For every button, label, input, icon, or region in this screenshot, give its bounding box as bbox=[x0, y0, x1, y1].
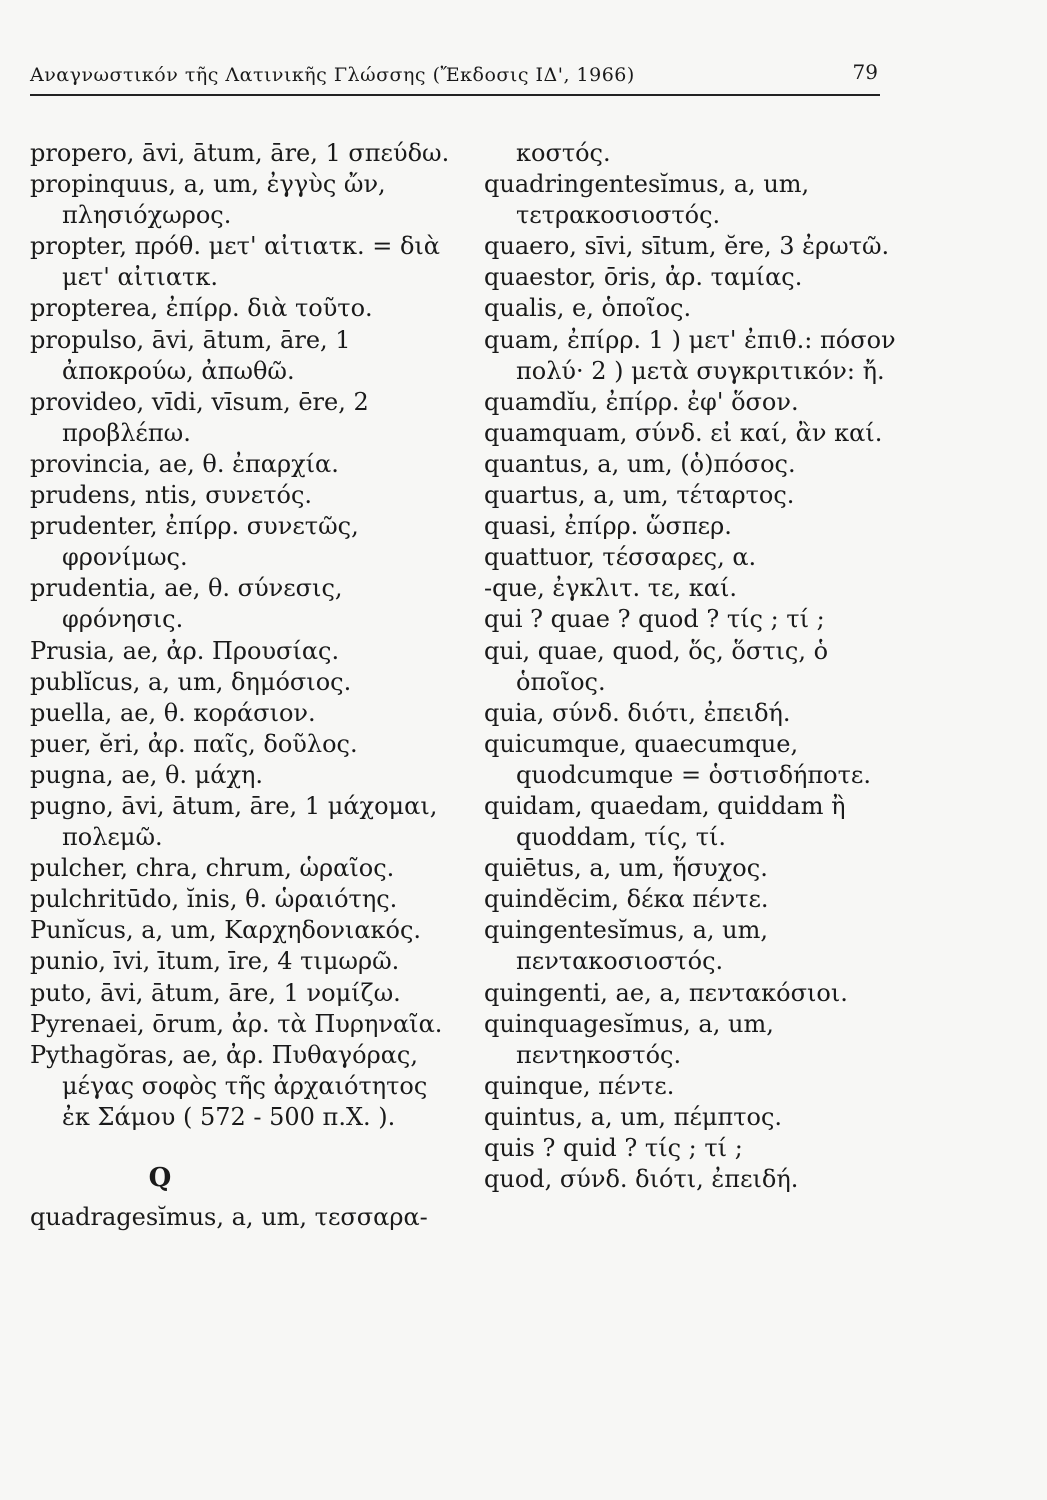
entry: Pyrenaei, ōrum, ἀρ. τὰ Πυρηναῖα. bbox=[30, 1009, 443, 1038]
entry: quamdĭu, ἐπίρρ. ἐφ' ὅσον. bbox=[484, 387, 799, 416]
running-title: Αναγνωστικόν τῆς Λατινικῆς Γλώσσης (Ἔκδοσις ΙΔ', 1966) bbox=[30, 64, 635, 86]
entry: qui ? quae ? quod ? τίς ; τί ; bbox=[484, 605, 825, 634]
entry: quingentesĭmus, a, um, πεντακοσιοστός. bbox=[484, 916, 769, 976]
page-header bbox=[30, 60, 880, 96]
entry: publĭcus, a, um, δημόσιος. bbox=[30, 667, 352, 696]
entry: quasi, ἐπίρρ. ὥσπερ. bbox=[484, 512, 732, 541]
entry: pugno, āvi, ātum, āre, 1 μάχομαι, πολεμῶ. bbox=[30, 791, 438, 852]
entry: puto, āvi, ātum, āre, 1 νομίζω. bbox=[30, 978, 401, 1007]
entry: quod, σύνδ. διότι, ἐπειδή. bbox=[484, 1165, 799, 1194]
entry: Prusia, ae, ἀρ. Προυσίας. bbox=[30, 636, 340, 665]
entry: punio, īvi, ītum, īre, 4 τιμωρῶ. bbox=[30, 947, 400, 976]
entry: quamquam, σύνδ. εἰ καί, ἂν καί. bbox=[484, 418, 883, 447]
entry: quicumque, quaecumque, quodcumque = ὁστισδήποτε. bbox=[484, 729, 871, 789]
entry: quadragesĭmus, a, um, τεσσαρα- bbox=[30, 1203, 428, 1232]
entry: qui, quae, quod, ὅς, ὅστις, ὁ ὁποῖος. bbox=[484, 636, 829, 696]
page-number: 79 bbox=[852, 60, 878, 84]
entry: quartus, a, um, τέταρτος. bbox=[484, 481, 795, 510]
entry: pulcher, chra, chrum, ὡραῖος. bbox=[30, 854, 395, 883]
entry: quintus, a, um, πέμπτος. bbox=[484, 1102, 783, 1131]
left-column bbox=[30, 138, 450, 1233]
entry: quia, σύνδ. διότι, ἐπειδή. bbox=[484, 698, 791, 727]
entry: propinquus, a, um, ἐγγὺς ὤν, πλησιόχωρος. bbox=[30, 170, 386, 230]
entry: quis ? quid ? τίς ; τί ; bbox=[484, 1134, 743, 1162]
entry: quantus, a, um, (ὁ)πόσος. bbox=[484, 449, 796, 478]
entry: quam, ἐπίρρ. 1 ) μετ' ἐπιθ.: πόσον πολύ· 2 ) μετὰ συγκριτικόν: ἤ. bbox=[484, 325, 896, 385]
entry: -que, ἐγκλιτ. τε, καί. bbox=[484, 574, 737, 603]
entry: Pythagŏras, ae, ἀρ. Πυθαγόρας, μέγας σοφὸς τῆς ἀρχαιότητος ἐκ Σάμου ( 572 - 500 π.Χ. ). bbox=[30, 1040, 428, 1131]
entry: quingenti, ae, a, πεντακόσιοι. bbox=[484, 978, 848, 1007]
entry: prudentia, ae, θ. σύνεσις, φρόνησις. bbox=[30, 574, 343, 634]
entry: propter, πρόθ. μετ' αἰτιατκ. = διὰ μετ' αἰτιατκ. bbox=[30, 232, 441, 292]
entry: puer, ĕri, ἀρ. παῖς, δοῦλος. bbox=[30, 729, 358, 758]
entry: quaestor, ōris, ἀρ. ταμίας. bbox=[484, 263, 803, 292]
entry: quiētus, a, um, ἥσυχος. bbox=[484, 854, 768, 883]
entry: quindĕcim, δέκα πέντε. bbox=[484, 885, 769, 914]
entry: Punĭcus, a, um, Καρχηδονιακός. bbox=[30, 916, 422, 945]
entry: quinquagesĭmus, a, um, πεντηκοστός. bbox=[484, 1009, 774, 1069]
entry-continuation: κοστός. bbox=[516, 139, 611, 167]
entry: pugna, ae, θ. μάχη. bbox=[30, 760, 264, 789]
entry: provideo, vīdi, vīsum, ēre, 2 προβλέπω. bbox=[30, 387, 369, 447]
entry: quattuor, τέσσαρες, α. bbox=[484, 543, 757, 572]
entry: provincia, ae, θ. ἐπαρχία. bbox=[30, 449, 339, 478]
entry: propero, āvi, ātum, āre, 1 σπεύδω. bbox=[30, 139, 450, 167]
entry: quaero, sīvi, sītum, ĕre, 3 ἐρωτῶ. bbox=[484, 232, 890, 261]
entry: quadringentesĭmus, a, um, τετρακοσιοστός. bbox=[484, 170, 810, 230]
entry: prudenter, ἐπίρρ. συνετῶς, φρονίμως. bbox=[30, 512, 359, 572]
entry: qualis, e, ὁποῖος. bbox=[484, 294, 692, 323]
entry: quinque, πέντε. bbox=[484, 1071, 675, 1100]
entry: pulchritūdo, ĭnis, θ. ὡραιότης. bbox=[30, 885, 398, 914]
entry: propulso, āvi, ātum, āre, 1 ἀποκρούω, ἀπωθῶ. bbox=[30, 325, 351, 385]
section-letter: Q bbox=[148, 1163, 172, 1193]
entry: propterea, ἐπίρρ. διὰ τοῦτο. bbox=[30, 294, 373, 323]
entry: prudens, ntis, συνετός. bbox=[30, 481, 313, 510]
entry: puella, ae, θ. κοράσιον. bbox=[30, 698, 316, 727]
right-column bbox=[484, 138, 914, 1195]
entry: quidam, quaedam, quiddam ἢ quoddam, τίς, τί. bbox=[484, 791, 846, 852]
